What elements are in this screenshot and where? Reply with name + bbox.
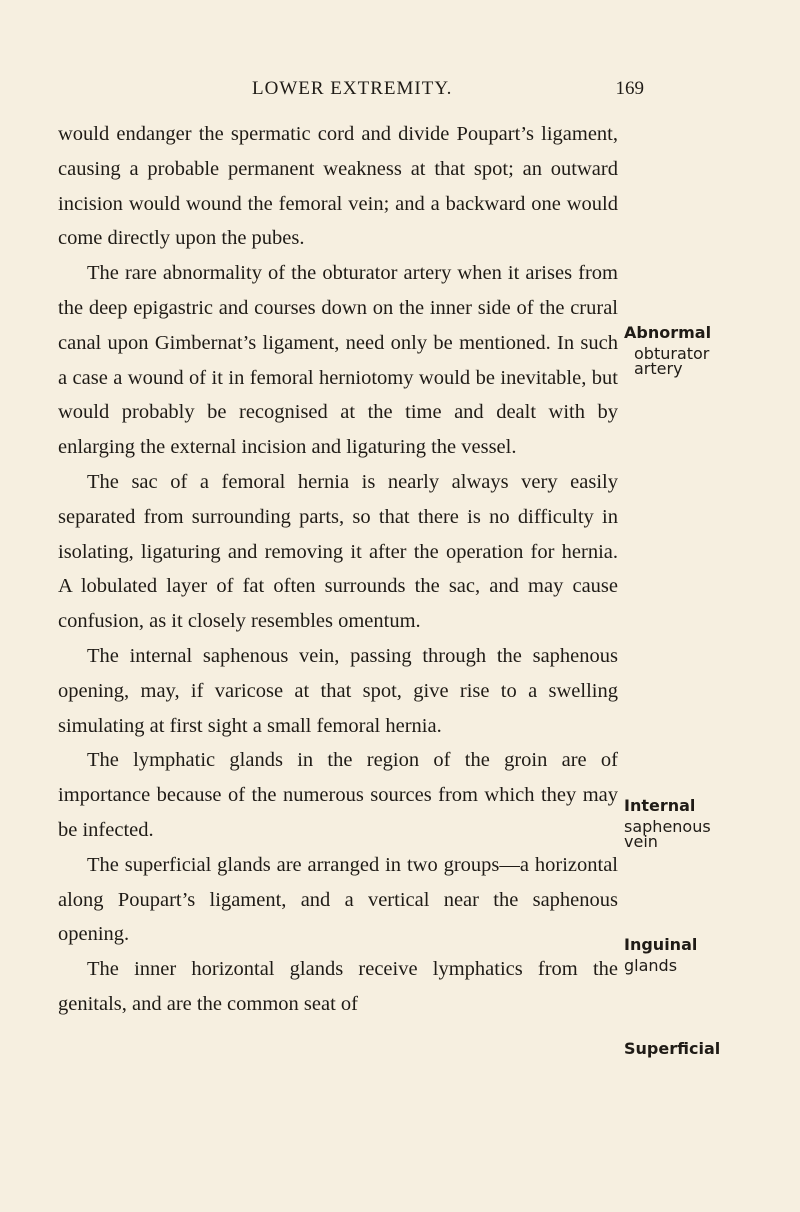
side-note-line: vein <box>624 832 658 851</box>
side-note-line: artery <box>634 359 683 378</box>
paragraph-continued: would endanger the spermatic cord and divide Poupart’s ligament, causing a probable permanent weakness at that spot; an outward incision would wound the femoral vein; and a backward one would come directly upon the pubes. <box>58 123 618 250</box>
side-note-line: glands <box>624 956 678 975</box>
side-note-line: obturator <box>634 344 710 363</box>
side-note-line: Abnormal <box>624 323 712 342</box>
paragraph-superficial-glands: The superficial glands are arranged in two groups—a horizontal along Poupart’s ligament, and a vertical near the saphenous opening. <box>58 853 618 946</box>
side-note-inguinal-glands <box>624 937 794 973</box>
paragraph-inner-glands: The inner horizontal glands receive lymphatics from the genitals, and are the common seat of <box>58 958 618 1015</box>
side-note-line: Superficial <box>624 1039 721 1058</box>
running-title: LOWER EXTREMITY. <box>252 78 453 99</box>
body-text <box>58 117 618 1022</box>
side-note-line: Inguinal <box>624 935 698 954</box>
paragraph-lymphatic-glands: The lymphatic glands in the region of the groin are of importance because of the numerous sources from which they may be infected. <box>58 749 618 841</box>
page-number: 169 <box>615 78 644 99</box>
side-note-line: saphenous <box>624 817 711 836</box>
side-note-superficial <box>624 1041 794 1056</box>
page-header <box>252 78 644 102</box>
paragraph-obturator-artery: The rare abnormality of the obturator artery when it arises from the deep epigastric and courses down on the inner side of the crural canal upon Gimbernat’s ligament, need only be mentioned. In such a case a wound of it in femoral herniotomy would be inevitable, but would probably be recognised at the time and dealt with by enlarging the external incision and ligaturing the vessel. <box>58 262 618 459</box>
side-note-internal-saphenous-vein <box>624 798 794 849</box>
side-note-abnormal-obturator-artery <box>624 325 794 376</box>
paragraph-hernia-sac: The sac of a femoral hernia is nearly always very easily separated from surrounding parts, so that there is no difficulty in isolating, ligaturing and removing it after the operation for hernia. A lobulated layer of fat often surrounds the sac, and may cause confusion, as it closely resembles omentum. <box>58 470 618 633</box>
paragraph-saphenous-vein: The internal saphenous vein, passing through the saphenous opening, may, if varicose at that spot, give rise to a swelling simulating at first sight a small femoral hernia. <box>58 644 618 737</box>
side-note-line: Internal <box>624 796 696 815</box>
